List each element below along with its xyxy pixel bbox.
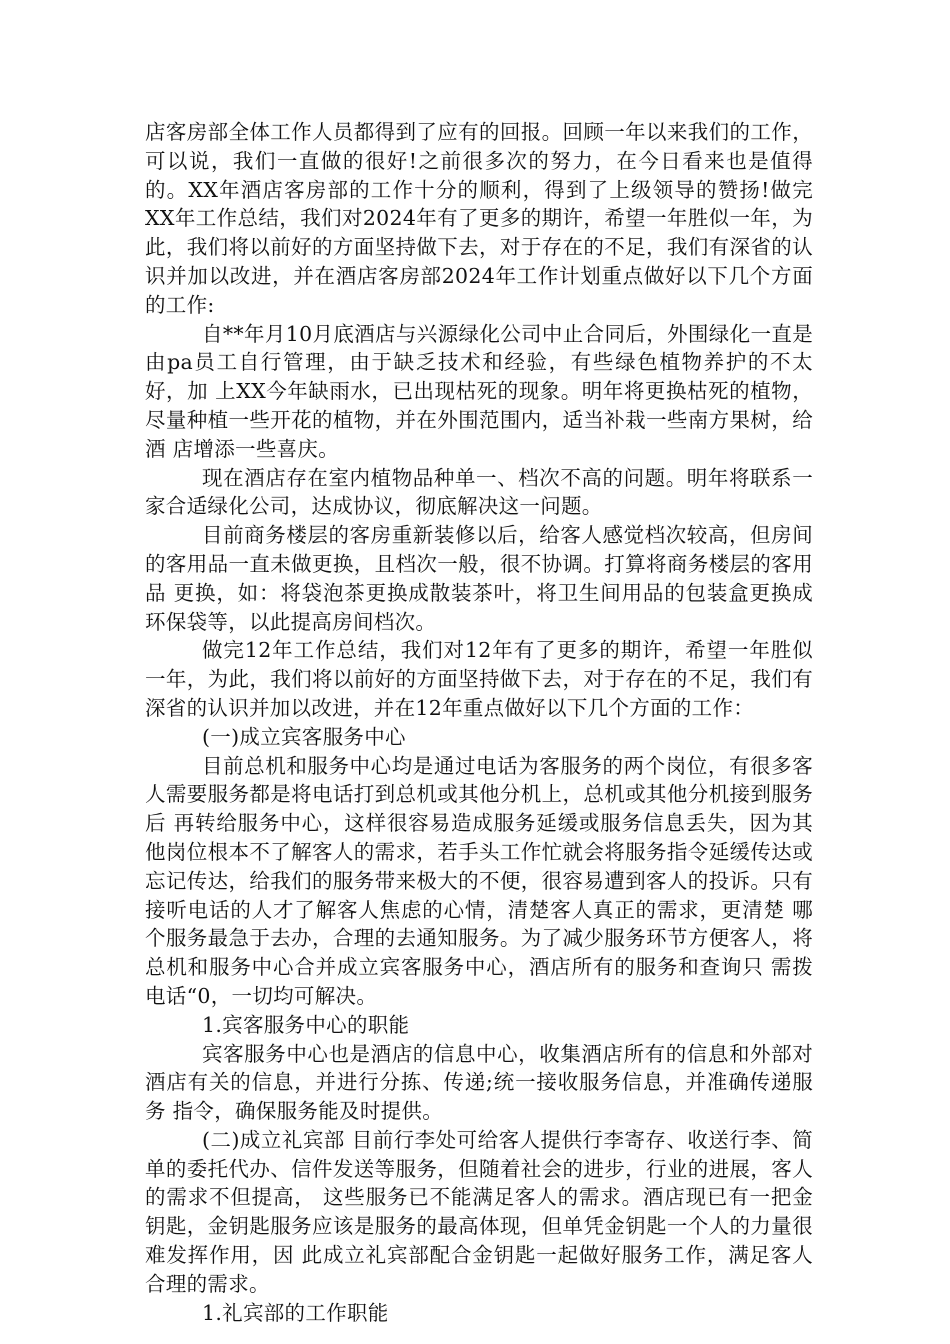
paragraph-guest-service-center: 目前总机和服务中心均是通过电话为客服务的两个岗位，有很多客人需要服务都是将电话打到总机或其他分机上，总机或其他分机接到服务后 再转给服务中心，这样很容易造成服务延缓或服务信息丢失，因为其他岗位根本不了解客人的需求，若手头工作忙就会将服务指令延缓传达或 忘记传达，给我们的服务带来极大的不便，很容易遭到客人的投诉。只有接听电话的人才了解客人焦虑的心情，清楚客人真正的需求，更清楚 哪个服务最急于去办，合理的去通知服务。为了减少服务环节方便客人，将总机和服务中心合并成立宾客服务中心，酒店所有的服务和查询只 需拨电话“0，一切均可解决。	[145, 753, 813, 1008]
paragraph-center-functions: 宾客服务中心也是酒店的信息中心，收集酒店所有的信息和外部对酒店有关的信息，并进行分拣、传递;统一接收服务信息，并准确传递服务 指令，确保服务能及时提供。	[145, 1041, 813, 1124]
paragraph-business-floor: 目前商务楼层的客房重新装修以后，给客人感觉档次较高，但房间的客用品一直未做更换，且档次一般，很不协调。打算将商务楼层的客用品 更换，如：将袋泡茶更换成散装茶叶，将卫生间用品的包装盒更换成环保袋等，以此提高房间档次。	[145, 523, 813, 634]
paragraph-greening: 自**年月10月底酒店与兴源绿化公司中止合同后，外围绿化一直是由pa员工自行管理，由于缺乏技术和经验，有些绿色植物养护的不太好，加 上XX今年缺雨水，已出现枯死的现象。明年将更换枯死的植物，尽量种植一些开花的植物，并在外围范围内，适当补栽一些南方果树，给酒 店增添一些喜庆。	[145, 321, 813, 461]
subheading-center-functions: 1.宾客服务中心的职能	[202, 1012, 410, 1037]
section-concierge: (二)成立礼宾部 目前行李处可给客人提供行李寄存、收送行李、简单的委托代办、信件发送等服务，但随着社会的进步，行业的进展，客人的需求不但提高， 这些服务已不能满足客人的需求。酒店现已有一把金钥匙，金钥匙服务应该是服务的最高体现，但单凭金钥匙一个人的力量很难发挥作用，因 此成立礼宾部配合金钥匙一起做好服务工作，满足客人合理的需求。	[145, 1127, 813, 1296]
paragraph-indoor-plants: 现在酒店存在室内植物品种单一、档次不高的问题。明年将联系一家合适绿化公司，达成协议，彻底解决这一问题。	[145, 465, 813, 519]
paragraph-intro: 店客房部全体工作人员都得到了应有的回报。回顾一年以来我们的工作，可以说，我们一直做的很好!之前很多次的努力，在今日看来也是值得的。XX年酒店客房部的工作十分的顺利，得到了上级领导的赞扬!做完XX年工作总结，我们对2024年有了更多的期许，希望一年胜似一年，为此，我们将以前好的方面坚持做下去，对于存在的不足，我们有深省的认识并加以改进，并在酒店客房部2024年工作计划重点做好以下几个方面的工作:	[145, 120, 813, 317]
section-heading-guest-service-center: (一)成立宾客服务中心	[202, 724, 406, 749]
paragraph-summary: 做完12年工作总结，我们对12年有了更多的期许，希望一年胜似一年，为此，我们将以前好的方面坚持做下去，对于存在的不足，我们有深省的认识并加以改进，并在12年重点做好以下几个方面的工作：	[145, 638, 813, 720]
subheading-concierge-functions: 1.礼宾部的工作职能	[202, 1300, 389, 1325]
document-body	[145, 118, 813, 1327]
